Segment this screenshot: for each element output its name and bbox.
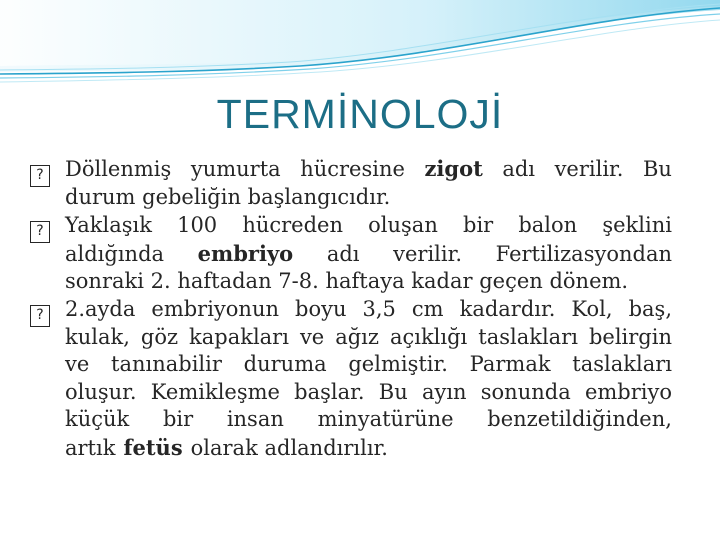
word: aldığında — [65, 241, 165, 266]
word: gelmiştir. — [348, 352, 448, 376]
word: zigot — [424, 156, 483, 181]
text-line — [30, 184, 672, 212]
text-line — [30, 155, 672, 184]
word: belirgin — [588, 324, 672, 349]
word: Kemikleşme — [150, 379, 280, 404]
word: şeklini — [602, 212, 672, 237]
bullet-paragraph — [30, 296, 672, 463]
bullet-paragraph — [30, 155, 672, 212]
word: 3,5 — [362, 296, 396, 321]
word: 100 — [177, 212, 218, 237]
bullet-icon: ? — [30, 305, 50, 327]
text-line — [30, 351, 672, 379]
word: ayın — [421, 379, 467, 404]
word: embriyonun — [151, 296, 280, 321]
word: boyu — [295, 296, 347, 321]
word: Bu — [643, 157, 672, 181]
slide-body — [30, 155, 672, 462]
word: verilir. — [554, 157, 624, 181]
text-line — [30, 240, 672, 269]
word: baş, — [628, 296, 672, 321]
word: durum gebeliğin başlangıcıdır. — [65, 185, 391, 209]
word: adı — [502, 157, 536, 181]
word: açıklığı — [389, 324, 468, 349]
word: insan — [226, 407, 284, 431]
word: hücreden — [242, 212, 343, 237]
word: verilir. — [393, 241, 463, 266]
bullet-icon: ? — [30, 165, 50, 187]
word: bir — [463, 212, 494, 237]
word: Parmak — [469, 352, 551, 376]
word: sonunda — [480, 379, 571, 404]
word: cm — [411, 296, 444, 321]
slide-title: TERMİNOLOJİ — [216, 91, 504, 137]
word: olarak adlandırılır. — [190, 435, 388, 460]
word: tanınabilir — [111, 352, 222, 376]
word: fetüs — [123, 434, 183, 460]
decorative-wave-header — [0, 0, 720, 90]
word: kulak, — [65, 324, 130, 349]
word: ağız — [335, 324, 379, 349]
text-line — [30, 434, 672, 463]
text-line — [30, 406, 672, 434]
word: embriyo — [584, 379, 672, 404]
text-line — [30, 212, 672, 240]
word: oluşan — [368, 212, 438, 237]
word: ve — [299, 324, 325, 349]
word: embriyo — [197, 240, 294, 266]
word: başlar. — [294, 379, 365, 404]
word: ve — [65, 352, 90, 376]
text-line — [30, 268, 672, 296]
word: sonraki 2. haftadan 7-8. haftaya kadar geçen dönem. — [65, 269, 629, 293]
word: benzetildiğinden, — [487, 407, 672, 431]
bullet-icon: ? — [30, 221, 50, 243]
word: adı — [326, 241, 360, 266]
word: oluşur. — [65, 379, 137, 404]
word: ? 2.ayda — [30, 296, 135, 324]
word: taslakları — [572, 352, 672, 376]
word: küçük — [65, 407, 130, 431]
word: Kol, — [571, 296, 613, 321]
bullet-paragraph — [30, 212, 672, 296]
word: ? Döllenmiş — [30, 156, 171, 184]
word: hücresine — [300, 157, 405, 181]
word: balon — [518, 212, 578, 237]
word: duruma — [243, 352, 327, 376]
word: taslakları — [478, 324, 578, 349]
text-line — [30, 296, 672, 324]
word: bir — [162, 407, 194, 431]
word: yumurta — [190, 157, 281, 181]
text-line — [30, 324, 672, 352]
word: artık — [65, 435, 116, 460]
word: göz — [140, 324, 179, 349]
word: kadardır. — [459, 296, 556, 321]
word: ? Yaklaşık — [30, 212, 152, 240]
word: Bu — [378, 379, 408, 404]
text-line — [30, 379, 672, 407]
word: minyatürüne — [317, 407, 454, 431]
word: kapakları — [189, 324, 289, 349]
word: Fertilizasyondan — [495, 241, 672, 266]
